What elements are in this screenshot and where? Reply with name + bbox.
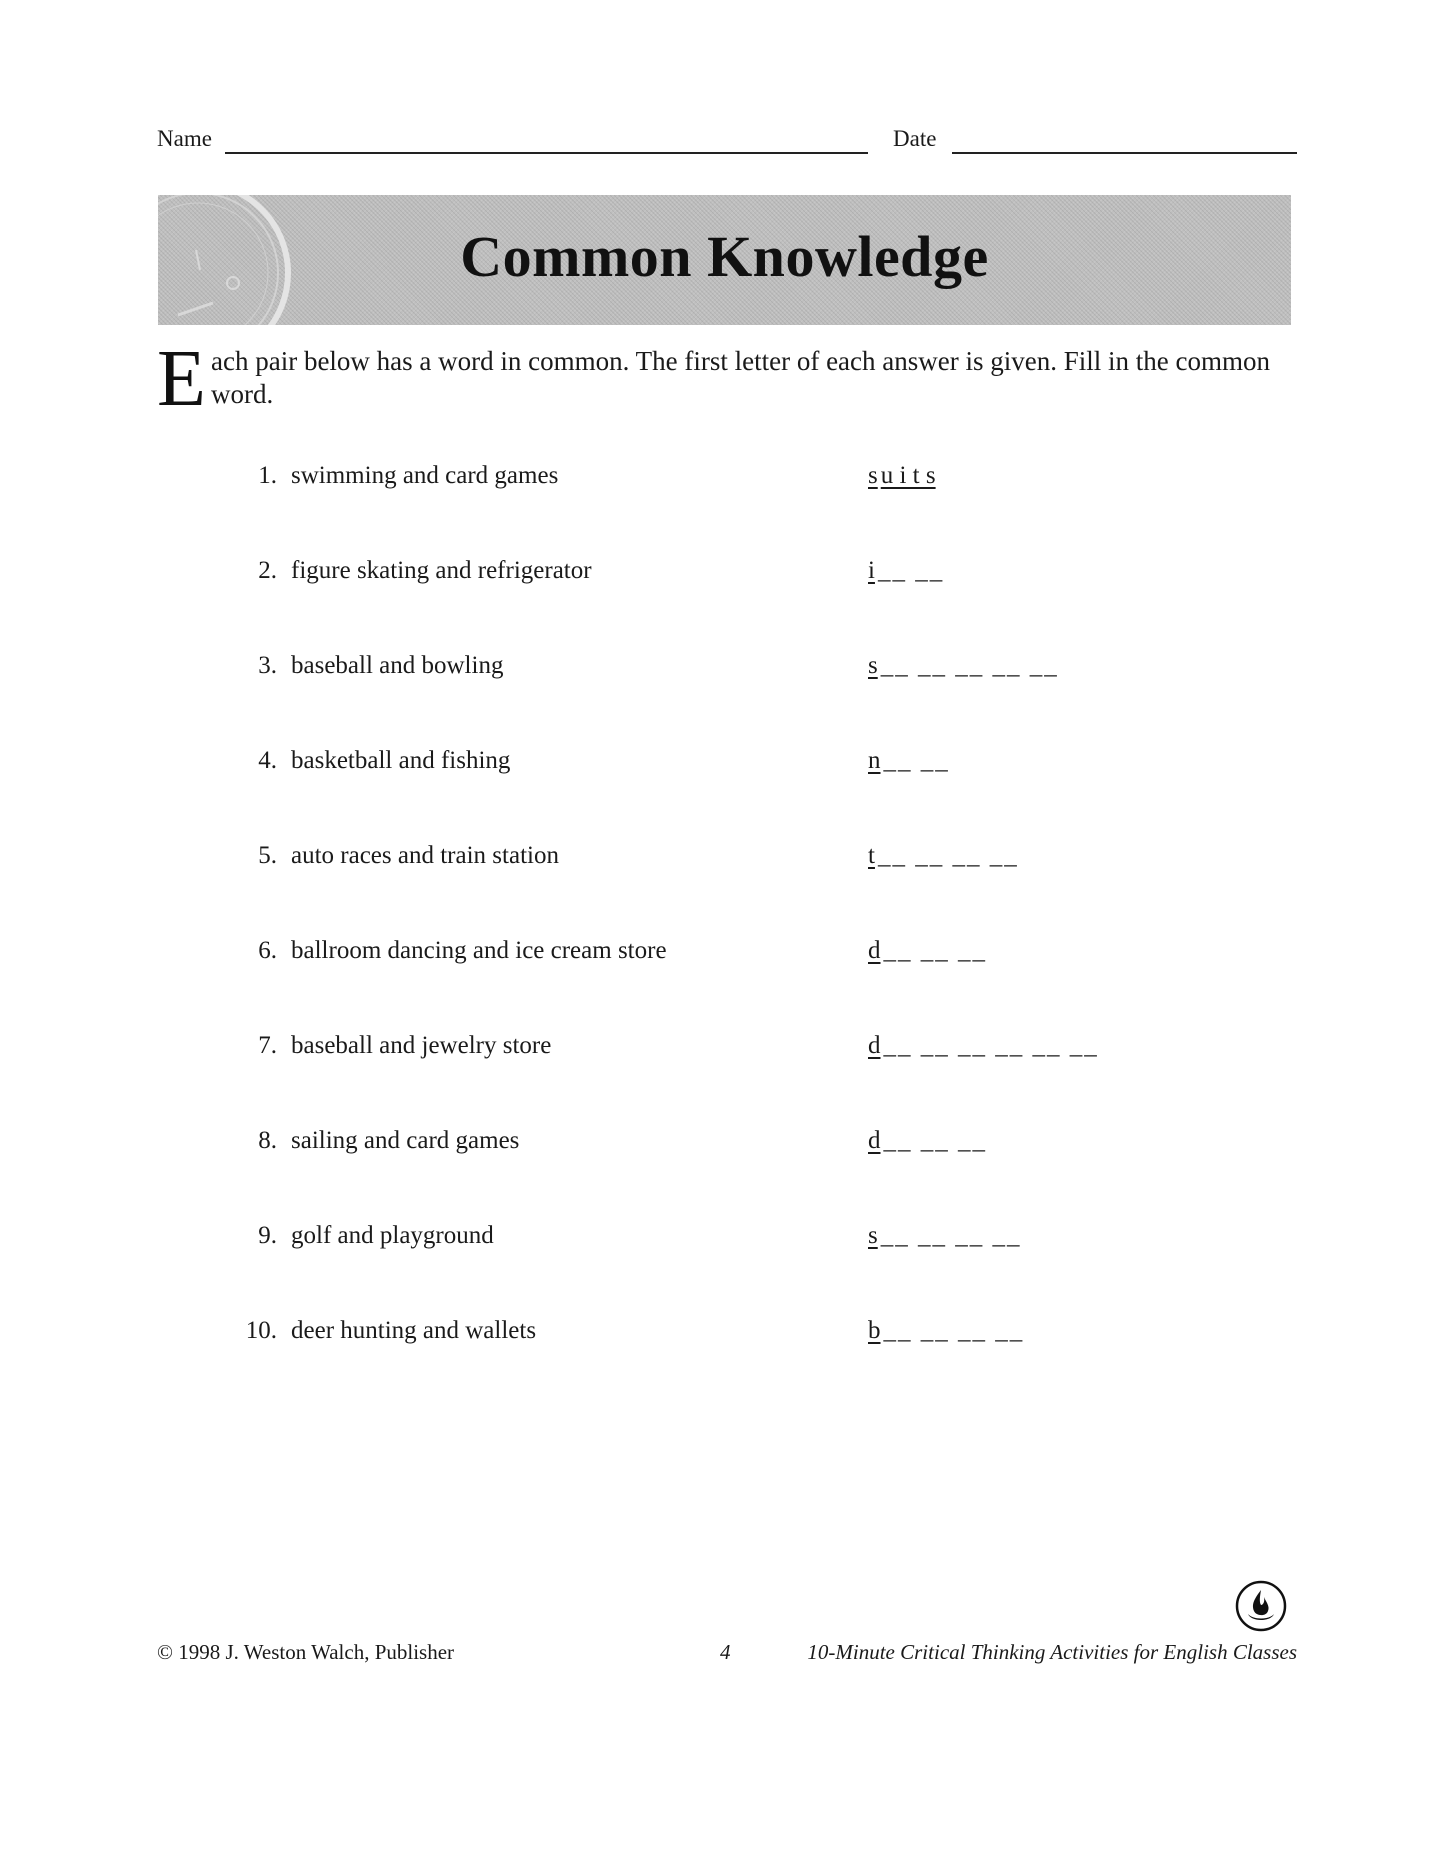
answer-blanks: __ __ xyxy=(877,557,945,584)
question-item-1 xyxy=(0,462,1445,502)
answer-first-letter: d xyxy=(868,1127,881,1154)
date-blank-line[interactable] xyxy=(952,152,1297,154)
answer-first-letter: i xyxy=(868,557,875,584)
page-footer xyxy=(157,1640,1297,1672)
question-item-3 xyxy=(0,652,1445,692)
instructions xyxy=(157,335,1297,425)
answer-blanks: __ __ __ __ xyxy=(877,842,1019,869)
answer-blanks: __ __ __ xyxy=(883,937,987,964)
question-item-9 xyxy=(0,1222,1445,1262)
answer-blanks: __ __ __ xyxy=(883,1127,987,1154)
answer-field[interactable] xyxy=(868,557,944,585)
question-number: 9. xyxy=(258,1222,277,1249)
date-label: Date xyxy=(893,126,937,151)
answer-first-letter: t xyxy=(868,842,875,869)
question-number: 1. xyxy=(258,462,277,489)
answer-blanks: __ __ __ __ xyxy=(883,1317,1025,1344)
answer-blanks: __ __ xyxy=(883,747,950,774)
question-item-7 xyxy=(0,1032,1445,1072)
name-date-row xyxy=(157,126,1297,158)
drop-cap: E xyxy=(157,335,206,423)
question-number: 8. xyxy=(258,1127,277,1154)
title-banner xyxy=(158,195,1291,325)
answer-field[interactable] xyxy=(868,1127,987,1155)
answer-first-letter: d xyxy=(868,937,881,964)
name-blank-line[interactable] xyxy=(225,152,868,154)
answer-field[interactable] xyxy=(868,1317,1024,1345)
answer-blanks: __ __ __ __ xyxy=(880,1222,1022,1249)
book-title: 10-Minute Critical Thinking Activities for English Classes xyxy=(807,1640,1297,1664)
answer-field[interactable] xyxy=(868,937,987,965)
question-clue: deer hunting and wallets xyxy=(291,1317,537,1344)
question-number: 7. xyxy=(258,1032,277,1059)
question-item-8 xyxy=(0,1127,1445,1167)
question-number: 6. xyxy=(258,937,277,964)
answer-field[interactable] xyxy=(868,652,1059,680)
question-item-10 xyxy=(0,1317,1445,1357)
question-clue: baseball and bowling xyxy=(291,652,504,679)
answer-first-letter: s xyxy=(868,462,878,489)
question-clue: swimming and card games xyxy=(291,462,559,489)
question-clue: ballroom dancing and ice cream store xyxy=(291,937,667,964)
answer-field[interactable] xyxy=(868,462,939,490)
answer-first-letter: n xyxy=(868,747,881,774)
question-number: 10. xyxy=(245,1317,277,1344)
answer-field[interactable] xyxy=(868,747,950,775)
question-item-2 xyxy=(0,557,1445,597)
answer-field[interactable] xyxy=(868,1222,1021,1250)
answer-first-letter: d xyxy=(868,1032,881,1059)
question-clue: auto races and train station xyxy=(291,842,559,869)
answer-field[interactable] xyxy=(868,842,1019,870)
question-clue: golf and playground xyxy=(291,1222,494,1249)
question-number: 2. xyxy=(258,557,277,584)
question-clue: baseball and jewelry store xyxy=(291,1032,552,1059)
question-item-4 xyxy=(0,747,1445,787)
answer-first-letter: s xyxy=(868,1222,878,1249)
name-label: Name xyxy=(157,126,212,151)
question-clue: figure skating and refrigerator xyxy=(291,557,592,584)
question-clue: sailing and card games xyxy=(291,1127,520,1154)
answer-first-letter: b xyxy=(868,1317,881,1344)
question-clue: basketball and fishing xyxy=(291,747,511,774)
answer-filled-letters: u i t s xyxy=(880,462,936,489)
question-item-6 xyxy=(0,937,1445,977)
answer-first-letter: s xyxy=(868,652,878,679)
answer-blanks: __ __ __ __ __ xyxy=(880,652,1059,679)
instructions-text: ach pair below has a word in common. The first letter of each answer is given. Fill in the common word. xyxy=(211,346,1270,409)
answer-blanks: __ __ __ __ __ __ xyxy=(883,1032,1099,1059)
copyright-notice: © 1998 J. Weston Walch, Publisher xyxy=(157,1640,455,1664)
question-item-5 xyxy=(0,842,1445,882)
question-number: 5. xyxy=(258,842,277,869)
page-number: 4 xyxy=(720,1640,731,1664)
flame-logo-icon xyxy=(1235,1580,1287,1632)
answer-field[interactable] xyxy=(868,1032,1099,1060)
question-number: 4. xyxy=(258,747,277,774)
question-number: 3. xyxy=(258,652,277,679)
page-title: Common Knowledge xyxy=(460,224,989,289)
